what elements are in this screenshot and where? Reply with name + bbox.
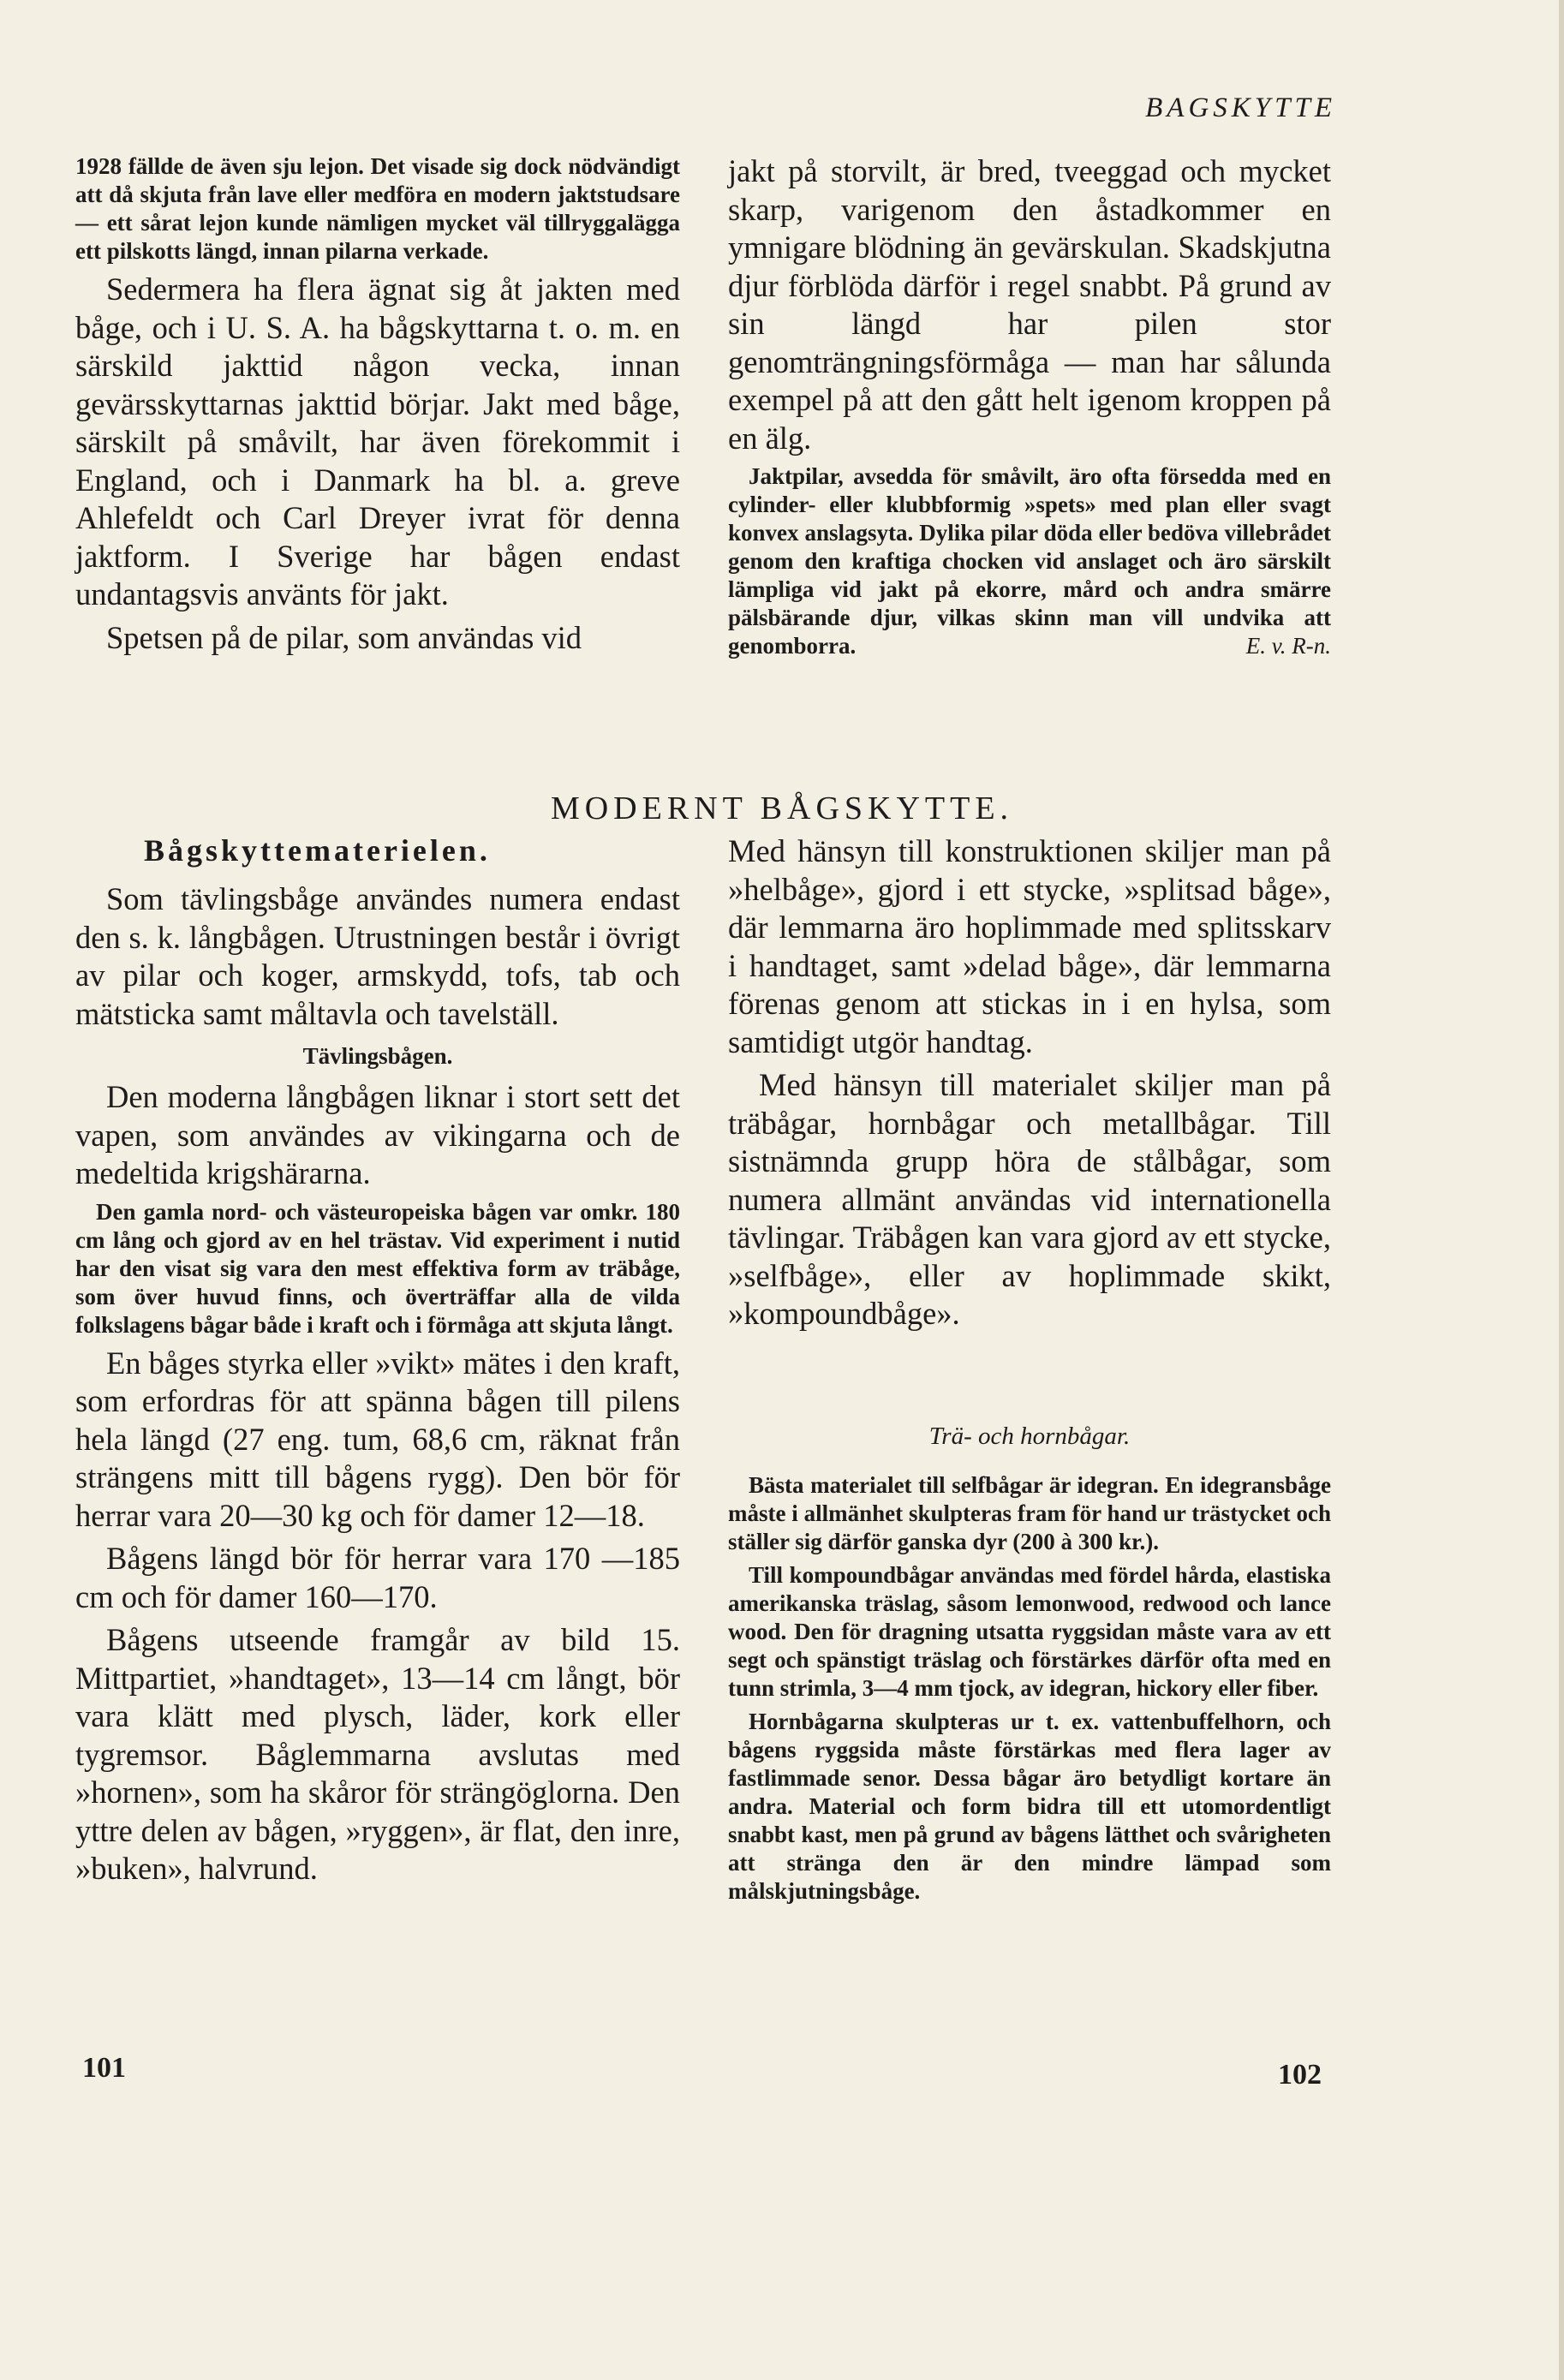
paragraph: Sedermera ha flera ägnat sig åt jakten med båge, och i U. S. A. ha bågskyttarna t. o. m. en särskild jakttid någon vecka, innan gevärsskyttarnas jakttid börjar. Jakt med båge, särskilt på småvilt, har även förekommit i England, och i Danmark ha bl. a. greve Ahlefeldt och Carl Dreyer ivrat för denna jaktform. I Sverige har bågen endast undantagsvis använts för jakt. (75, 271, 680, 611)
paragraph (728, 462, 1331, 660)
right-column-bottom (728, 832, 1331, 1906)
paragraph: Den moderna långbågen liknar i stort sett det vapen, som användes av vikingarna och de medeltida krigshärarna. (75, 1079, 680, 1190)
left-column-top (75, 152, 680, 657)
paragraph: Med hänsyn till materialet skiljer man på träbågar, hornbågar och metallbågar. Till sistnämnda grupp höra de stålbågar, som numera allmänt användas vid internationella tävlingar. Träbågen kan vara gjord av ett stycke, »selfbåge», eller av hoplimmade skikt, »kompoundbåge». (728, 1067, 1331, 1331)
paragraph: Som tävlingsbåge användes numera endast den s. k. långbågen. Utrustningen består i övrigt av pilar och koger, armskydd, tofs, tab och mätsticka samt måltavla och tavelställ. (75, 881, 680, 1031)
page-edge (1559, 0, 1564, 2380)
right-column-top (728, 152, 1331, 660)
paragraph: Med hänsyn till konstruktionen skiljer man på »helbåge», gjord i ett stycke, »splitsad båge», där lemmarna äro hoplimmade med splitsskarv i handtaget, samt »delad båge», där lemmarna förenas genom att stickas in i en hylsa, som samtidigt utgör handtag. (728, 833, 1331, 1059)
subheading: Bågskyttematerielen. (144, 833, 491, 868)
paragraph: En båges styrka eller »vikt» mätes i den kraft, som erfordras för att spänna bågen till pilens hela längd (27 eng. tum, 68,6 cm, räknat från strängens mitt till bågens rygg). Den bör för herrar vara 20—30 kg och för damer 12—18. (75, 1345, 680, 1533)
spacer (728, 1333, 1331, 1423)
paragraph: Bågens längd bör för herrar vara 170 —185 cm och för damer 160—170. (75, 1541, 680, 1614)
small-heading: Tävlingsbågen. (302, 1043, 453, 1069)
author-signature: E. v. R-n. (1245, 633, 1331, 659)
page-number-left: 101 (82, 2052, 126, 2084)
left-column-bottom (75, 832, 680, 1888)
running-head: BAGSKYTTE (1145, 92, 1336, 123)
page-number-right: 102 (1278, 2059, 1322, 2091)
paragraph: Hornbågarna skulpteras ur t. ex. vattenbuffelhorn, och bågens ryggsida måste förstärkas med flera lager av fastlimmade senor. Dessa bågar äro betydligt kortare än andra. Material och form bidra till ett utomordentligt snabbt kast, men på grund av bågens lätthet och svårigheten att stränga den är den mindre lämpad som målskjutningsbåge. (728, 1708, 1331, 1904)
paragraph: Till kompoundbågar användas med fördel hårda, elastiska amerikanska träslag, såsom lemonwood, redwood och lance wood. Den för dragning utsatta ryggsidan måste vara av ett segt och spänstigt träslag och förstärkes därför ofta med en tunn strimla, 3—4 mm tjock, av idegran, hickory eller fiber. (728, 1561, 1331, 1701)
paragraph-text: Jaktpilar, avsedda för småvilt, äro ofta försedda med en cylinder- eller klubbformig »spets» med plan eller svagt konvex anslagsyta. Dylika pilar döda eller bedöva villebrådet genom den kraftiga chocken vid anslaget och äro särskilt lämpliga vid jakt på ekorre, mård och andra smärre pälsbärande djur, vilkas skinn man vill undvika att genomborra. (728, 463, 1331, 659)
italic-heading: Trä- och hornbågar. (928, 1422, 1131, 1450)
paragraph: Den gamla nord- och västeuropeiska bågen var omkr. 180 cm lång och gjord av en hel trästav. Vid experiment i nutid har den visat sig vara den mest effektiva form av träbåge, som över huvud finns, och överträffar alla de vilda folkslagens bågar både i kraft och i förmåga att skjuta långt. (75, 1198, 680, 1338)
paragraph: 1928 fällde de även sju lejon. Det visade sig dock nödvändigt att då skjuta från lave eller medföra en modern jaktstudsare — ett sårat lejon kunde nämligen mycket väl tillryggalägga ett pilskotts längd, innan pilarna verkade. (75, 153, 680, 264)
paragraph: Spetsen på de pilar, som användas vid (106, 619, 582, 655)
paragraph: jakt på storvilt, är bred, tveeggad och mycket skarp, varigenom den åstadkommer en ymnigare blödning än gevärskulan. Skadskjutna djur förblöda därför i regel snabbt. På grund av sin längd har pilen stor genomträngningsförmåga — man har sålunda exempel på att den gått helt igenom kroppen på en älg. (728, 153, 1331, 456)
paragraph: Bågens utseende framgår av bild 15. Mittpartiet, »handtaget», 13—14 cm långt, bör vara klätt med plysch, läder, kork eller tygremsor. Båglemmarna avslutas med »hornen», som ha skåror för strängöglorna. Den yttre delen av bågen, »ryggen», är flat, den inre, »buken», halvrund. (75, 1622, 680, 1886)
section-title: MODERNT BÅGSKYTTE. (550, 790, 1014, 826)
paragraph: Bästa materialet till selfbågar är idegran. En idegransbåge måste i allmänhet skulpteras fram för hand ur trästycket och ställer sig därför ganska dyr (200 à 300 kr.). (728, 1471, 1331, 1554)
